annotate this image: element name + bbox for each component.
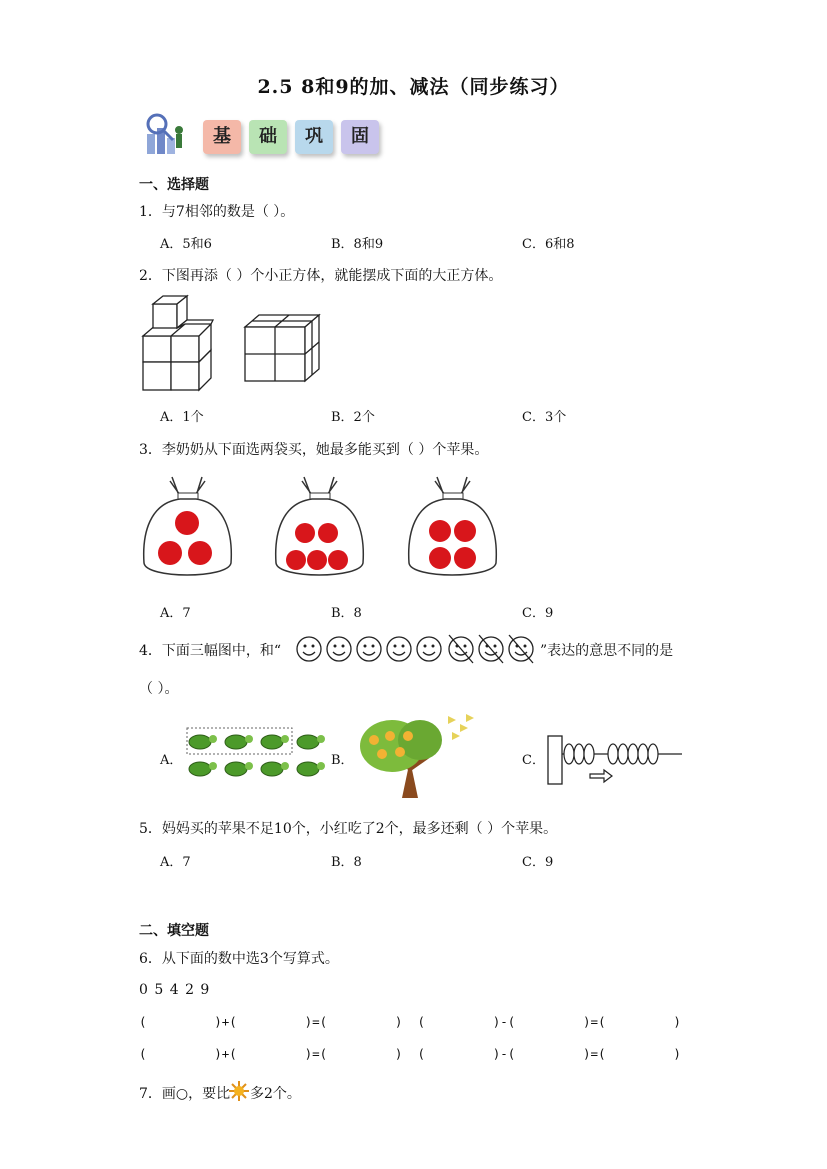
q3-option-c[interactable]: C．9 (522, 606, 554, 621)
page-title: 2.5 8和9的加、减法（同步练习） (257, 76, 570, 98)
section-banner (143, 112, 393, 162)
small-cube-figure (143, 300, 223, 392)
large-cube-figure (245, 313, 323, 385)
q6-answer-row-2[interactable]: ( )+( )=( ) ( )-( )=( ) (139, 1046, 681, 1061)
apple-bag-4b (405, 473, 500, 583)
magnifier-people-icon (143, 112, 193, 162)
question-4-line2: （ ）。 (139, 681, 179, 697)
banner-tile-4: 固 (341, 120, 379, 154)
turtles-image (186, 727, 328, 785)
q1-option-b[interactable]: B．8和9 (331, 237, 384, 252)
q4-option-c[interactable]: C． (522, 753, 545, 768)
apple-bag-4 (272, 473, 367, 583)
birds-tree-image (352, 710, 478, 800)
q1-option-a[interactable]: A．5和6 (160, 237, 212, 252)
q3-option-b[interactable]: B．8 (331, 606, 362, 621)
question-1: 1．与7相邻的数是（ ）。 (139, 204, 295, 220)
q5-option-b[interactable]: B．8 (331, 855, 362, 870)
q2-option-b[interactable]: B．2个 (331, 410, 375, 425)
smiley-row-icon (295, 633, 540, 665)
q6-answer-row-1[interactable]: ( )+( )=( ) ( )-( )=( ) (139, 1014, 681, 1029)
q4-option-b[interactable]: B． (331, 753, 354, 768)
banner-tile-2: 础 (249, 120, 287, 154)
q2-option-c[interactable]: C．3个 (522, 410, 567, 425)
question-4-start: 4．下面三幅图中，和“ (139, 643, 282, 659)
q4-option-a[interactable]: A． (160, 753, 183, 768)
q5-option-c[interactable]: C．9 (522, 855, 554, 870)
question-3: 3．李奶奶从下面选两袋买，她最多能买到（ ）个苹果。 (139, 442, 489, 458)
banner-tile-3: 巩 (295, 120, 333, 154)
question-5: 5．妈妈买的苹果不足10个，小红吃了2个，最多还剩（ ）个苹果。 (139, 821, 558, 837)
question-2: 2．下图再添（ ）个小正方体，就能摆成下面的大正方体。 (139, 268, 503, 284)
apple-bag-3 (140, 473, 235, 583)
q3-option-a[interactable]: A．7 (160, 606, 191, 621)
question-6: 6．从下面的数中选3个写算式。 (139, 951, 339, 967)
question-4-end: ”表达的意思不同的是 (540, 643, 674, 659)
q1-option-c[interactable]: C．6和8 (522, 237, 575, 252)
q5-option-a[interactable]: A．7 (160, 855, 191, 870)
sun-icon (229, 1081, 249, 1101)
beads-abacus-image (546, 734, 686, 786)
question-7-start: 7．画○，要比 (139, 1086, 231, 1102)
question-7-end: 多2个。 (250, 1086, 301, 1102)
section-fill-heading: 二、填空题 (139, 923, 209, 939)
q2-option-a[interactable]: A．1个 (160, 410, 204, 425)
section-choice-heading: 一、选择题 (139, 177, 209, 193)
q6-number-list: 0 5 4 2 9 (139, 982, 211, 998)
banner-tile-1: 基 (203, 120, 241, 154)
